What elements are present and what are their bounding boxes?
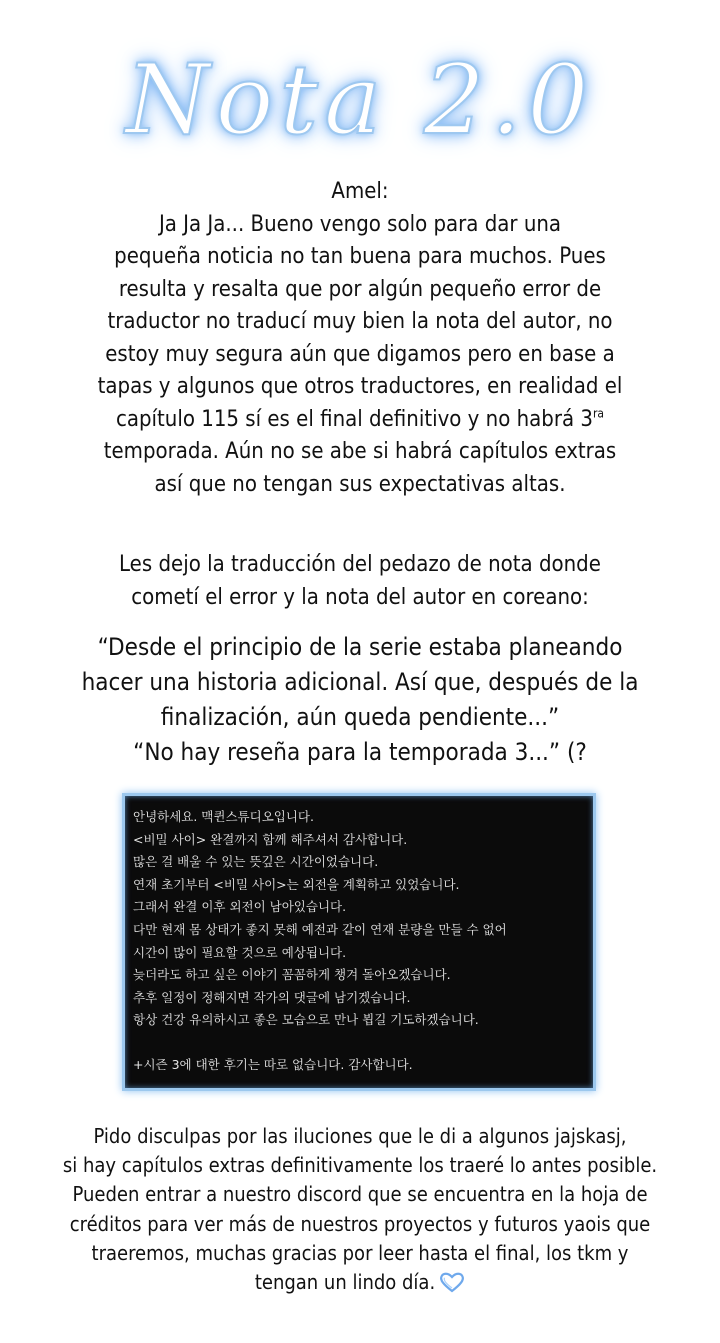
korean-note-line: 항상 건강 유의하시고 좋은 모습으로 만나 뵙길 기도하겠습니다. <box>133 1012 479 1028</box>
korean-note-line: 시간이 많이 필요할 것으로 예상됩니다. <box>133 944 347 960</box>
intro-paragraph <box>40 176 680 501</box>
ordinal-superscript: ra <box>592 406 605 421</box>
korean-note-line: 많은 걸 배울 수 있는 뜻깊은 시간이었습니다. <box>133 854 379 870</box>
outro-line: traeremos, muchas gracias por leer hasta el final, los tkm y <box>91 1240 629 1265</box>
explain-line: Les dejo la traducción del pedazo de nota donde <box>119 552 601 577</box>
page-title: Nota 2.0 <box>125 44 595 156</box>
intro-line: estoy muy segura aún que digamos pero en base a <box>105 341 615 367</box>
intro-line-text: capítulo 115 sí es el final definitivo y no habrá 3 <box>115 406 593 432</box>
outro-line: si hay capítulos extras definitivamente los traeré lo antes posible. <box>62 1153 658 1178</box>
outro-line: créditos para ver más de nuestros proyectos y futuros yaois que <box>69 1211 651 1236</box>
intro-line <box>40 404 680 437</box>
title-banner <box>0 40 720 160</box>
korean-note-line: <비밀 사이> 완결까지 함께 해주셔서 감사합니다. <box>133 831 408 847</box>
intro-line: pequeña noticia no tan buena para muchos. Pues <box>114 244 606 269</box>
korean-note-line: 추후 일정이 정해지면 작가의 댓글에 남기겠습니다. <box>133 989 411 1005</box>
explain-line: cometí el error y la nota del autor en coreano: <box>131 585 589 610</box>
spacer <box>133 1032 585 1054</box>
intro-line: tapas y algunos que otros traductores, en realidad el <box>97 374 623 399</box>
korean-note-footer: +시즌 3에 대한 후기는 따로 없습니다. 감사합니다. <box>133 1056 413 1072</box>
korean-note-line: 다만 현재 몸 상태가 좋지 못해 예전과 같이 연재 분량을 만들 수 없어 <box>133 921 507 937</box>
outro-line <box>40 1268 680 1297</box>
explain-paragraph <box>40 548 680 614</box>
intro-line: Ja Ja Ja... Bueno vengo solo para dar una <box>158 211 562 237</box>
quote-line: “No hay reseña para la temporada 3...” (? <box>133 738 587 766</box>
heart-icon <box>439 1271 465 1293</box>
korean-note-line: 연재 초기부터 <비밀 사이>는 외전을 계획하고 있었습니다. <box>133 876 460 892</box>
author-note-screenshot <box>122 793 596 1091</box>
outro-line-text: tengan un lindo día. <box>254 1270 436 1295</box>
korean-note-line: 늦더라도 하고 싶은 이야기 꼼꼼하게 챙겨 돌아오겠습니다. <box>133 967 451 983</box>
intro-line: así que no tengan sus expectativas altas. <box>154 471 566 497</box>
intro-line: traductor no traducí muy bien la nota del autor, no <box>107 309 613 334</box>
closing-paragraph <box>40 1122 680 1297</box>
quote-line: “Desde el principio de la serie estaba planeando <box>97 633 623 661</box>
intro-line: temporada. Aún no se abe si habrá capítulos extras <box>103 439 617 464</box>
speaker-name: Amel: <box>331 179 389 204</box>
quote-line: finalización, aún queda pendiente...” <box>160 703 560 731</box>
korean-note-line: 그래서 완결 이후 외전이 남아있습니다. <box>133 899 347 915</box>
korean-note-line: 안녕하세요. 맥퀸스튜디오입니다. <box>133 809 314 824</box>
intro-line: resulta y resalta que por algún pequeño error de <box>118 276 602 302</box>
translated-quote <box>40 630 680 770</box>
quote-line: hacer una historia adicional. Así que, después de la <box>81 668 639 696</box>
outro-line: Pido disculpas por las iluciones que le di a algunos jajskasj, <box>93 1124 627 1148</box>
outro-line: Pueden entrar a nuestro discord que se encuentra en la hoja de <box>72 1182 648 1207</box>
